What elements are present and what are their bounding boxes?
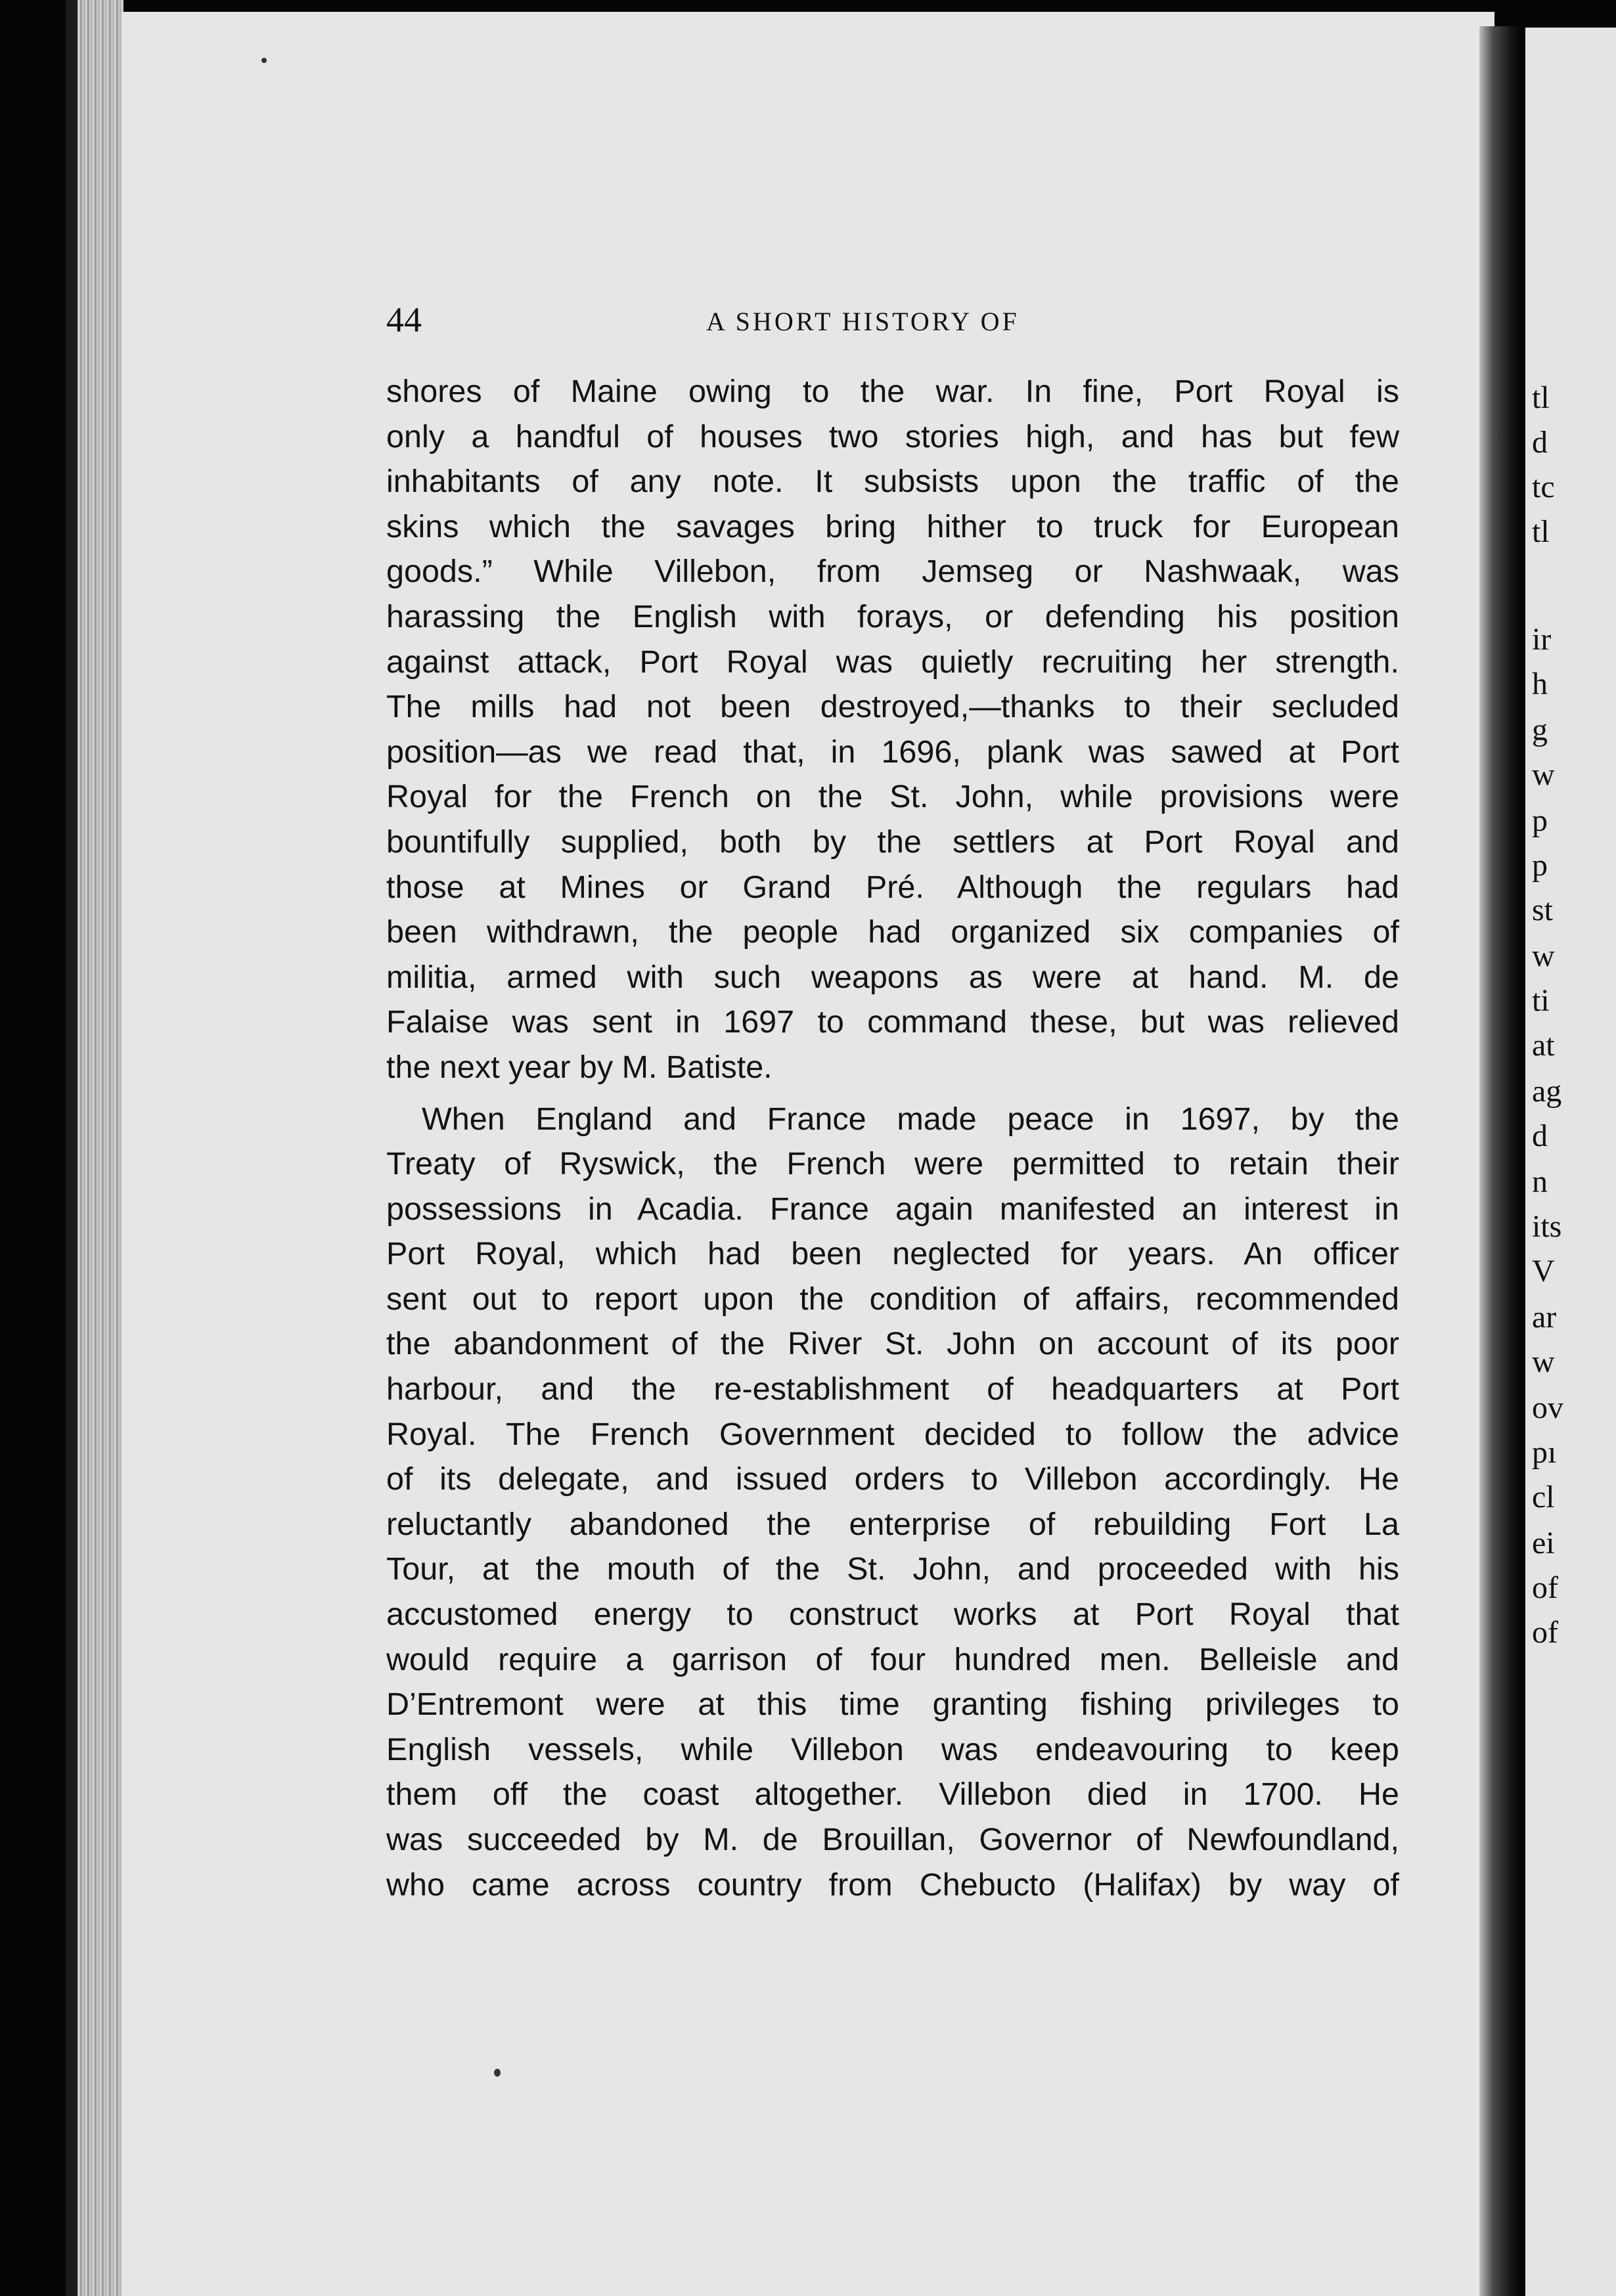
facing-page-text: V <box>1532 1254 1555 1289</box>
text-line: The mills had not been destroyed,—thanks to their secluded <box>386 689 1399 725</box>
text-line: Royal. The French Government decided to follow the advice <box>386 1416 1399 1452</box>
facing-page-text: d <box>1532 425 1548 460</box>
text-line: Falaise was sent in 1697 to command these, but was relieved <box>386 1004 1399 1040</box>
text-line: Treaty of Ryswick, the French were permitted to retain their <box>386 1146 1399 1182</box>
facing-page-text: ag <box>1532 1074 1562 1109</box>
facing-page-text: n <box>1532 1164 1548 1199</box>
facing-page-text: st <box>1532 893 1554 927</box>
text-line: accustomed energy to construct works at Port Royal that <box>386 1597 1399 1633</box>
text-line: those at Mines or Grand Pré. Although the regulars had <box>386 869 1399 905</box>
scan-speck <box>494 2069 501 2077</box>
text-line: bountifully supplied, both by the settlers at Port Royal and <box>386 824 1399 860</box>
text-line: of its delegate, and issued orders to Villebon accordingly. He <box>386 1461 1399 1497</box>
text-line: shores of Maine owing to the war. In fine, Port Royal is <box>386 374 1399 409</box>
facing-page-text: tl <box>1532 380 1550 415</box>
text-line: them off the coast altogether. Villebon died in 1700. He <box>386 1777 1399 1813</box>
text-line: who came across country from Chebucto (Halifax) by way of <box>386 1866 1399 1903</box>
text-line: possessions in Acadia. France again manifested an interest in <box>386 1191 1399 1227</box>
paragraph-2 <box>386 1097 1399 1908</box>
facing-page-text: at <box>1532 1028 1555 1063</box>
text-line: When England and France made peace in 1697, by the <box>422 1101 1399 1137</box>
text-line: was succeeded by M. de Brouillan, Governor of Newfoundland, <box>386 1822 1399 1857</box>
facing-page-text: d <box>1532 1118 1548 1153</box>
text-line: D’Entremont were at this time granting fishing privileges to <box>386 1687 1399 1723</box>
facing-page-fragment <box>1525 28 1616 2296</box>
facing-page-text: of <box>1532 1570 1558 1605</box>
facing-page-text: ti <box>1532 983 1550 1018</box>
book-gutter-shadow <box>1479 26 1525 2296</box>
facing-page-text: w <box>1532 938 1555 973</box>
text-line: harbour, and the re-establishment of headquarters at Port <box>386 1371 1399 1407</box>
text-line: Tour, at the mouth of the St. John, and proceeded with his <box>386 1551 1399 1587</box>
facing-page-text: cl <box>1532 1480 1555 1514</box>
scan-speck <box>1498 433 1503 439</box>
text-line: harassing the English with forays, or defending his position <box>386 598 1399 634</box>
text-line: militia, armed with such weapons as were at hand. M. de <box>386 959 1399 995</box>
page-number: 44 <box>386 300 422 340</box>
text-line: reluctantly abandoned the enterprise of rebuilding Fort La <box>386 1506 1399 1542</box>
facing-page-text: g <box>1532 713 1548 747</box>
page-body-text <box>386 369 1399 1907</box>
text-line: skins which the savages bring hither to truck for European <box>386 508 1399 544</box>
facing-page-text: h <box>1532 667 1548 701</box>
facing-page-text: tc <box>1532 470 1555 504</box>
facing-page-text: pı <box>1532 1435 1557 1470</box>
running-title: A SHORT HISTORY OF <box>706 307 1020 336</box>
facing-page-text: ir <box>1532 622 1552 657</box>
facing-page-text: ov <box>1532 1390 1563 1425</box>
text-line: Port Royal, which had been neglected for years. An officer <box>386 1236 1399 1272</box>
text-line: inhabitants of any note. It subsists upon the traffic of the <box>386 464 1399 500</box>
text-line: English vessels, while Villebon was endeavouring to keep <box>386 1731 1399 1767</box>
paragraph-1 <box>386 369 1399 1090</box>
facing-page-text: ei <box>1532 1526 1555 1560</box>
facing-page-text: of <box>1532 1615 1558 1650</box>
facing-page-text: its <box>1532 1209 1562 1244</box>
facing-page-text: w <box>1532 757 1555 792</box>
text-line: been withdrawn, the people had organized six companies of <box>386 914 1399 950</box>
text-line: would require a garrison of four hundred men. Belleisle and <box>386 1641 1399 1677</box>
facing-page-text: p <box>1532 848 1548 883</box>
book-page-edges <box>78 0 123 2296</box>
text-line: only a handful of houses two stories high, and has but few <box>386 418 1399 454</box>
facing-page-text: p <box>1532 803 1548 838</box>
text-line: Royal for the French on the St. John, while provisions were <box>386 779 1399 815</box>
scan-speck <box>261 58 267 63</box>
text-line: against attack, Port Royal was quietly recruiting her strength. <box>386 644 1399 680</box>
facing-page-text: ar <box>1532 1300 1557 1335</box>
text-line: sent out to report upon the condition of affairs, recommended <box>386 1281 1399 1317</box>
text-line: position—as we read that, in 1696, plank was sawed at Port <box>386 734 1399 770</box>
paragraph-gap <box>386 1090 1399 1097</box>
text-line: the abandonment of the River St. John on account of its poor <box>386 1326 1399 1362</box>
text-line: goods.” While Villebon, from Jemseg or Nashwaak, was <box>386 554 1399 590</box>
facing-page-text: w <box>1532 1344 1555 1379</box>
facing-page-text: tl <box>1532 514 1550 549</box>
text-line: the next year by M. Batiste. <box>386 1049 773 1085</box>
